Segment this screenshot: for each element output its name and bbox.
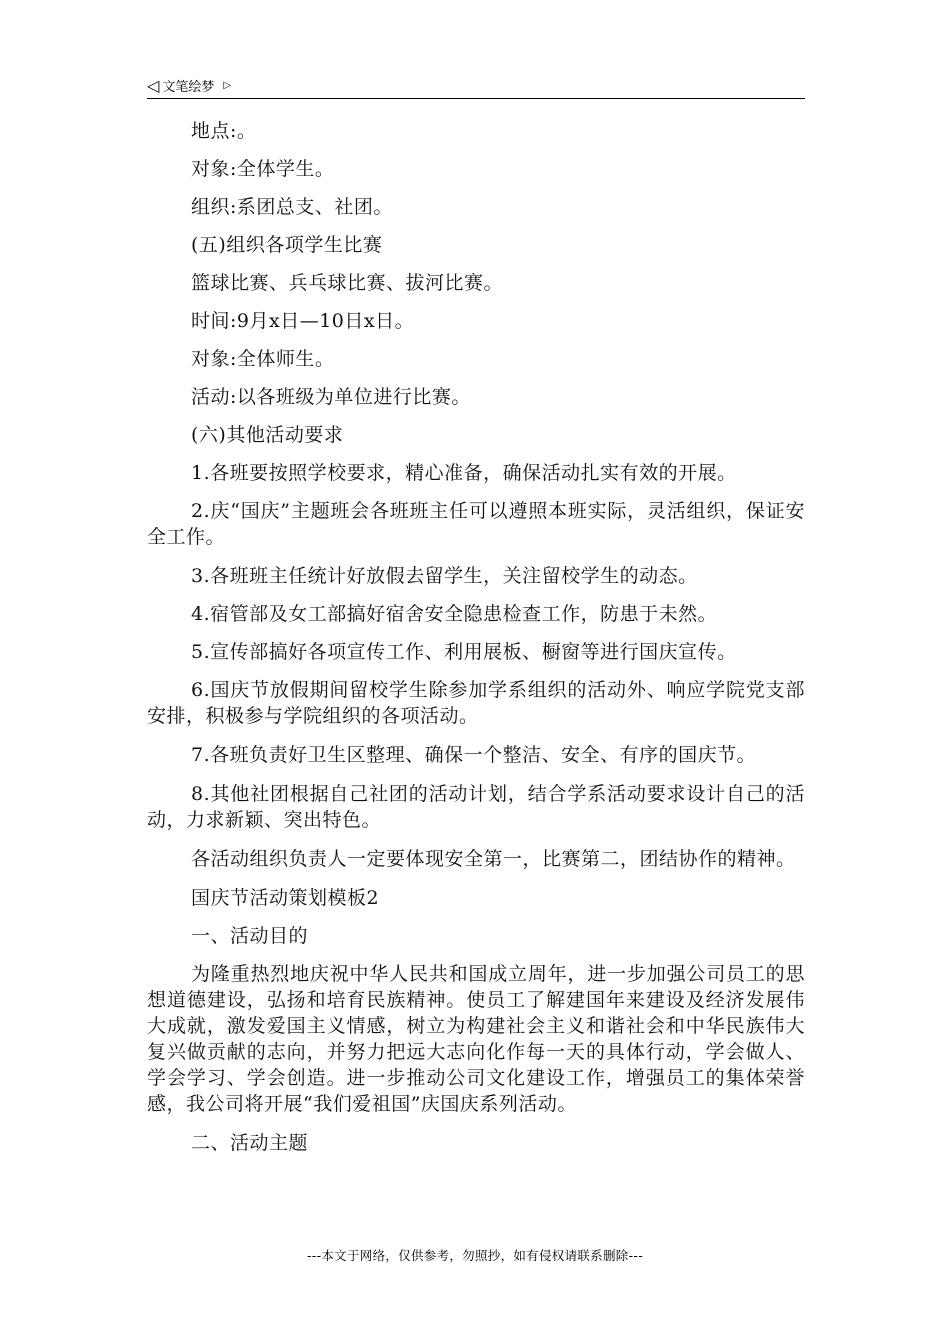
paragraph-organizer: 组织:系团总支、社团。 [191, 196, 393, 218]
requirement-7: 7.各班负责好卫生区整理、确保一个整洁、安全、有序的国庆节。 [191, 744, 757, 766]
section-heading-5: (五)组织各项学生比赛 [191, 234, 383, 256]
requirement-3: 3.各班班主任统计好放假去留学生，关注留校学生的动态。 [191, 565, 698, 587]
requirement-4: 4.宿管部及女工部搞好宿舍安全隐患检查工作，防患于未然。 [191, 603, 718, 625]
paragraph-time: 时间:9月x日—10日x日。 [191, 310, 415, 332]
triangle-right-icon: ▷ [223, 79, 232, 91]
paragraph-target: 对象:全体学生。 [191, 158, 335, 180]
template-2-title: 国庆节活动策划模板2 [191, 887, 380, 909]
triangle-left-icon: ◁ [147, 75, 160, 95]
brand-mark [147, 76, 231, 95]
paragraph-audience: 对象:全体师生。 [191, 348, 335, 370]
document-body [147, 118, 805, 1156]
requirement-1: 1.各班要按照学校要求，精心准备，确保活动扎实有效的开展。 [191, 462, 737, 484]
brand-name: 文笔绘梦 [162, 80, 215, 95]
paragraph-competitions: 篮球比赛、兵乓球比赛、拔河比赛。 [191, 272, 504, 294]
page-header [147, 72, 805, 99]
section-heading-6: (六)其他活动要求 [191, 424, 344, 446]
requirement-6: 6.国庆节放假期间留校学生除参加学系组织的活动外、响应学院党支部安排，积极参与学院组织的各项活动。 [147, 679, 805, 727]
paragraph-purpose: 为隆重热烈地庆祝中华人民共和国成立周年，进一步加强公司员工的思想道德建设，弘扬和培育民族精神。使员工了解建国年来建设及经济发展伟大成就，激发爱国主义情感，树立为构建社会主义和谐社会和中华民族伟大复兴做贡献的志向，并努力把远大志向化作每一天的具体行动，学会做人、学会学习、学会创造。进一步推动公司文化建设工作，增强员工的集体荣誉感，我公司将开展“我们爱祖国”庆国庆系列活动。 [147, 963, 805, 1115]
paragraph-location: 地点:。 [191, 120, 257, 142]
paragraph-safety: 各活动组织负责人一定要体现安全第一，比赛第二，团结协作的精神。 [191, 848, 796, 870]
paragraph-activity: 活动:以各班级为单位进行比赛。 [191, 386, 471, 408]
page-footer: ---本文于网络，仅供参考，勿照抄，如有侵权请联系删除--- [306, 1248, 644, 1263]
section-heading-theme: 二、活动主题 [191, 1132, 309, 1154]
requirement-8: 8.其他社团根据自己社团的活动计划，结合学系活动要求设计自己的活动，力求新颖、突出特色。 [147, 783, 805, 831]
requirement-5: 5.宣传部搞好各项宣传工作、利用展板、橱窗等进行国庆宣传。 [191, 641, 737, 663]
requirement-2: 2.庆“国庆”主题班会各班班主任可以遵照本班实际，灵活组织，保证安全工作。 [147, 500, 805, 548]
section-heading-purpose: 一、活动目的 [191, 925, 309, 947]
